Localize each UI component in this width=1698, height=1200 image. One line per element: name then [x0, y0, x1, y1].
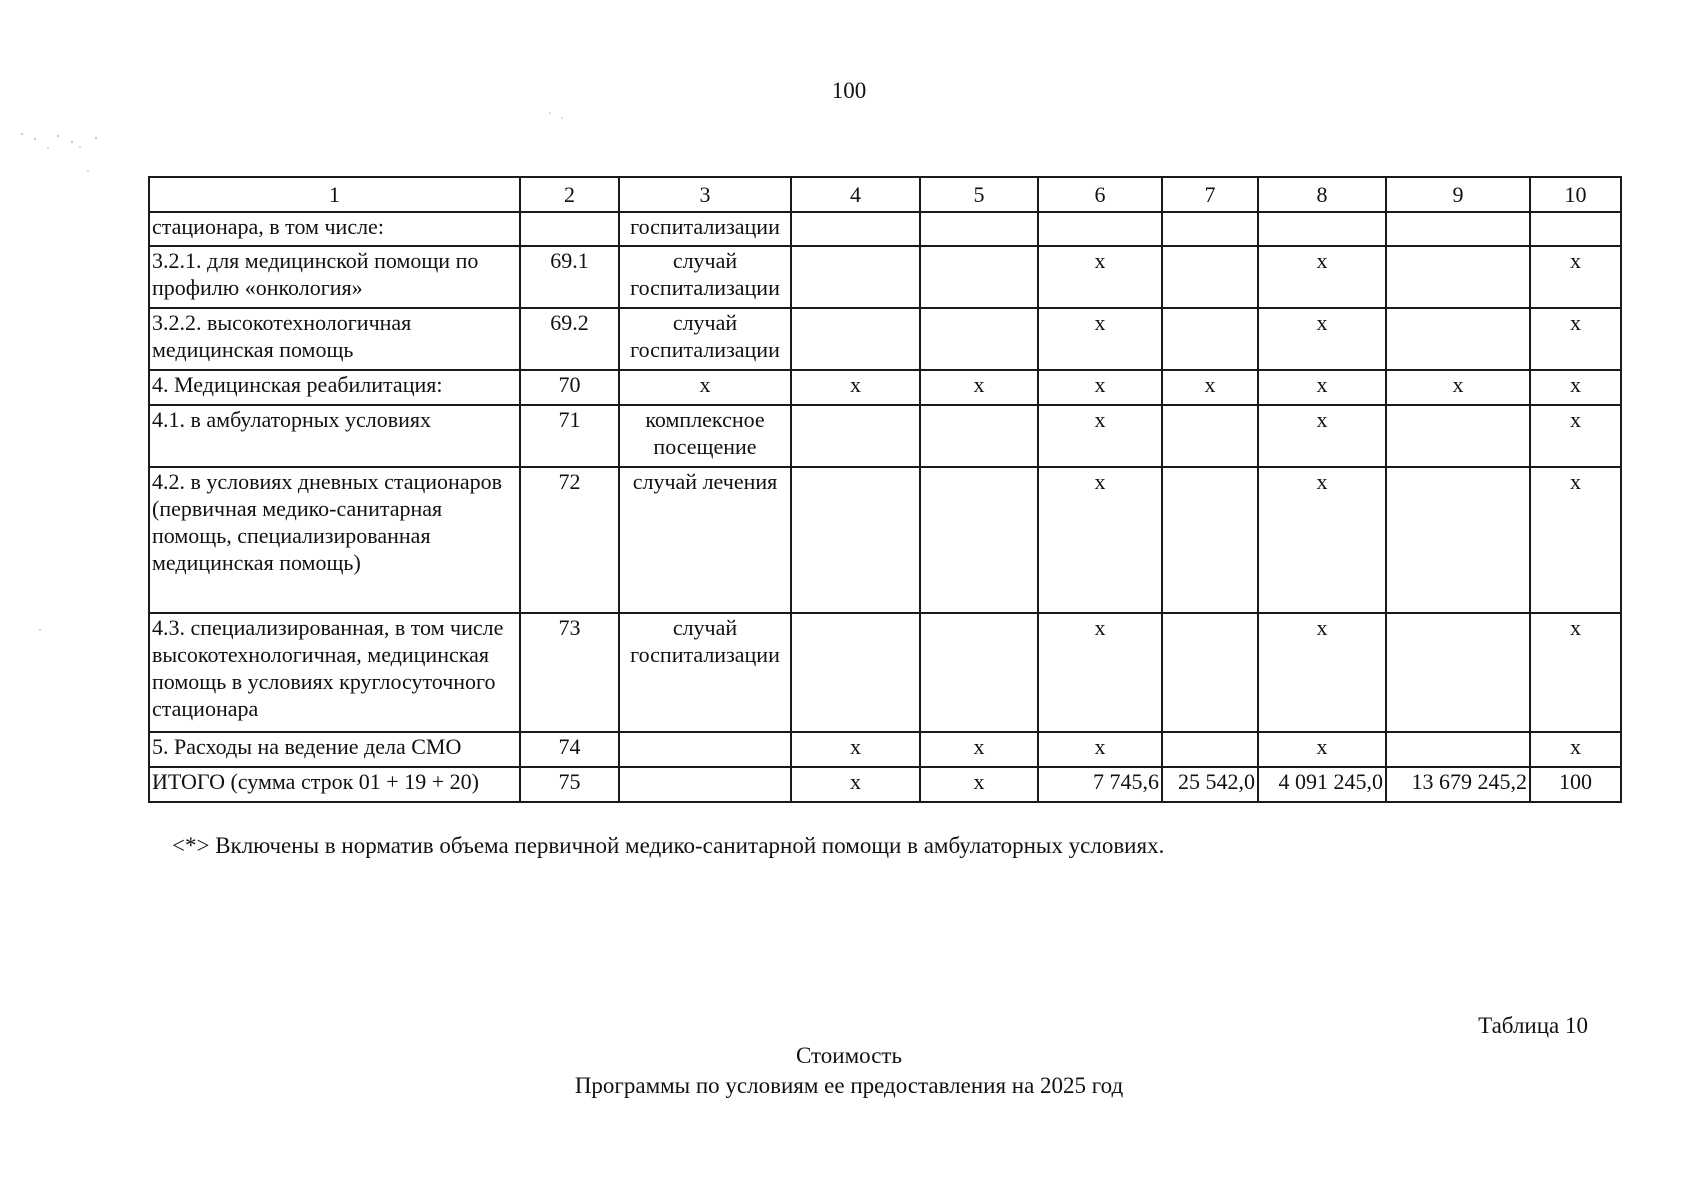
caption-title: Стоимость [796, 1043, 902, 1068]
table-row [149, 308, 1621, 370]
value-cell: x [1258, 308, 1386, 370]
unit-cell: x [619, 370, 791, 405]
unit-cell: случай лечения [619, 467, 791, 613]
row-code-cell: 69.1 [520, 246, 619, 308]
value-cell [1386, 613, 1530, 732]
row-label-cell: 4.3. специализированная, в том числе высокотехнологичная, медицинская помощь в условиях круглосуточного стационара [149, 613, 520, 732]
table-row [149, 405, 1621, 467]
value-cell [1162, 246, 1258, 308]
data-table [148, 176, 1622, 803]
value-cell: x [920, 370, 1038, 405]
value-cell [920, 246, 1038, 308]
value-cell [1162, 732, 1258, 767]
value-cell [1162, 405, 1258, 467]
value-cell: x [791, 732, 920, 767]
value-cell: x [920, 767, 1038, 802]
value-cell: x [1038, 246, 1162, 308]
value-cell [791, 246, 920, 308]
value-cell: x [1038, 405, 1162, 467]
row-code-cell: 69.2 [520, 308, 619, 370]
total-value-cell: 25 542,0 [1162, 767, 1258, 802]
value-cell [1162, 212, 1258, 246]
value-cell: x [1038, 370, 1162, 405]
row-code-cell: 75 [520, 767, 619, 802]
value-cell [1162, 613, 1258, 732]
row-code-cell: 71 [520, 405, 619, 467]
unit-cell [619, 767, 791, 802]
table-row [149, 246, 1621, 308]
row-code-cell: 70 [520, 370, 619, 405]
footnote: <*> Включены в норматив объема первичной медико-санитарной помощи в амбулаторных условиях. [172, 833, 1165, 858]
value-cell: x [1258, 613, 1386, 732]
row-label-cell: 3.2.1. для медицинской помощи по профилю «онкология» [149, 246, 520, 308]
page-number: 100 [831, 78, 867, 103]
row-code-cell: 72 [520, 467, 619, 613]
table-row [149, 467, 1621, 613]
unit-cell: комплексное посещение [619, 405, 791, 467]
value-cell [1386, 246, 1530, 308]
value-cell [791, 613, 920, 732]
table-row [149, 212, 1621, 246]
row-label-cell: 4. Медицинская реабилитация: [149, 370, 520, 405]
total-value-cell: 13 679 245,2 [1386, 767, 1530, 802]
value-cell: x [1258, 405, 1386, 467]
row-label-cell: ИТОГО (сумма строк 01 + 19 + 20) [149, 767, 520, 802]
row-label-cell: 5. Расходы на ведение дела СМО [149, 732, 520, 767]
value-cell: x [1530, 732, 1621, 767]
unit-cell: случай госпитализации [619, 613, 791, 732]
value-cell: x [1038, 467, 1162, 613]
value-cell [791, 467, 920, 613]
header-cell: 10 [1530, 177, 1621, 212]
header-cell: 9 [1386, 177, 1530, 212]
table-row [149, 370, 1621, 405]
value-cell: x [1386, 370, 1530, 405]
total-value-cell: 4 091 245,0 [1258, 767, 1386, 802]
value-cell: x [1038, 732, 1162, 767]
row-label-cell: 4.2. в условиях дневных стационаров (первичная медико-санитарная помощь, специализированная медицинская помощь) [149, 467, 520, 613]
header-cell: 2 [520, 177, 619, 212]
value-cell: x [1530, 405, 1621, 467]
row-code-cell: 73 [520, 613, 619, 732]
value-cell [920, 212, 1038, 246]
row-code-cell: 74 [520, 732, 619, 767]
value-cell: x [791, 767, 920, 802]
table-row [149, 732, 1621, 767]
value-cell [1386, 467, 1530, 613]
value-cell: x [1258, 246, 1386, 308]
unit-cell: случай госпитализации [619, 246, 791, 308]
table-row [149, 613, 1621, 732]
value-cell [920, 308, 1038, 370]
unit-cell [619, 732, 791, 767]
value-cell [1162, 467, 1258, 613]
value-cell: x [1258, 467, 1386, 613]
header-cell: 8 [1258, 177, 1386, 212]
header-cell: 1 [149, 177, 520, 212]
total-value-cell: 7 745,6 [1038, 767, 1162, 802]
value-cell [1530, 212, 1621, 246]
value-cell [1386, 308, 1530, 370]
value-cell [1386, 732, 1530, 767]
value-cell [920, 467, 1038, 613]
value-cell: x [1258, 732, 1386, 767]
value-cell [1038, 212, 1162, 246]
row-label-cell: 4.1. в амбулаторных условиях [149, 405, 520, 467]
unit-cell: случай госпитализации [619, 308, 791, 370]
table-label: Таблица 10 [1478, 1013, 1588, 1038]
value-cell: x [1038, 613, 1162, 732]
header-cell: 5 [920, 177, 1038, 212]
value-cell [920, 613, 1038, 732]
unit-cell: госпитализации [619, 212, 791, 246]
value-cell [920, 405, 1038, 467]
value-cell [791, 405, 920, 467]
value-cell: x [791, 370, 920, 405]
value-cell: x [1530, 370, 1621, 405]
value-cell [1386, 212, 1530, 246]
table-header-row [149, 177, 1621, 212]
header-cell: 4 [791, 177, 920, 212]
total-value-cell: 100 [1530, 767, 1621, 802]
header-cell: 7 [1162, 177, 1258, 212]
value-cell: x [1162, 370, 1258, 405]
value-cell [1386, 405, 1530, 467]
value-cell: x [1530, 308, 1621, 370]
value-cell: x [920, 732, 1038, 767]
value-cell: x [1530, 246, 1621, 308]
value-cell: x [1258, 370, 1386, 405]
row-label-cell: 3.2.2. высокотехнологичная медицинская помощь [149, 308, 520, 370]
value-cell [1162, 308, 1258, 370]
caption-subtitle: Программы по условиям ее предоставления на 2025 год [574, 1073, 1124, 1098]
header-cell: 6 [1038, 177, 1162, 212]
value-cell: x [1038, 308, 1162, 370]
value-cell [791, 308, 920, 370]
value-cell [1258, 212, 1386, 246]
header-cell: 3 [619, 177, 791, 212]
value-cell [791, 212, 920, 246]
value-cell: x [1530, 613, 1621, 732]
row-code-cell [520, 212, 619, 246]
value-cell: x [1530, 467, 1621, 613]
table-row-total [149, 767, 1621, 802]
row-label-cell: стационара, в том числе: [149, 212, 520, 246]
